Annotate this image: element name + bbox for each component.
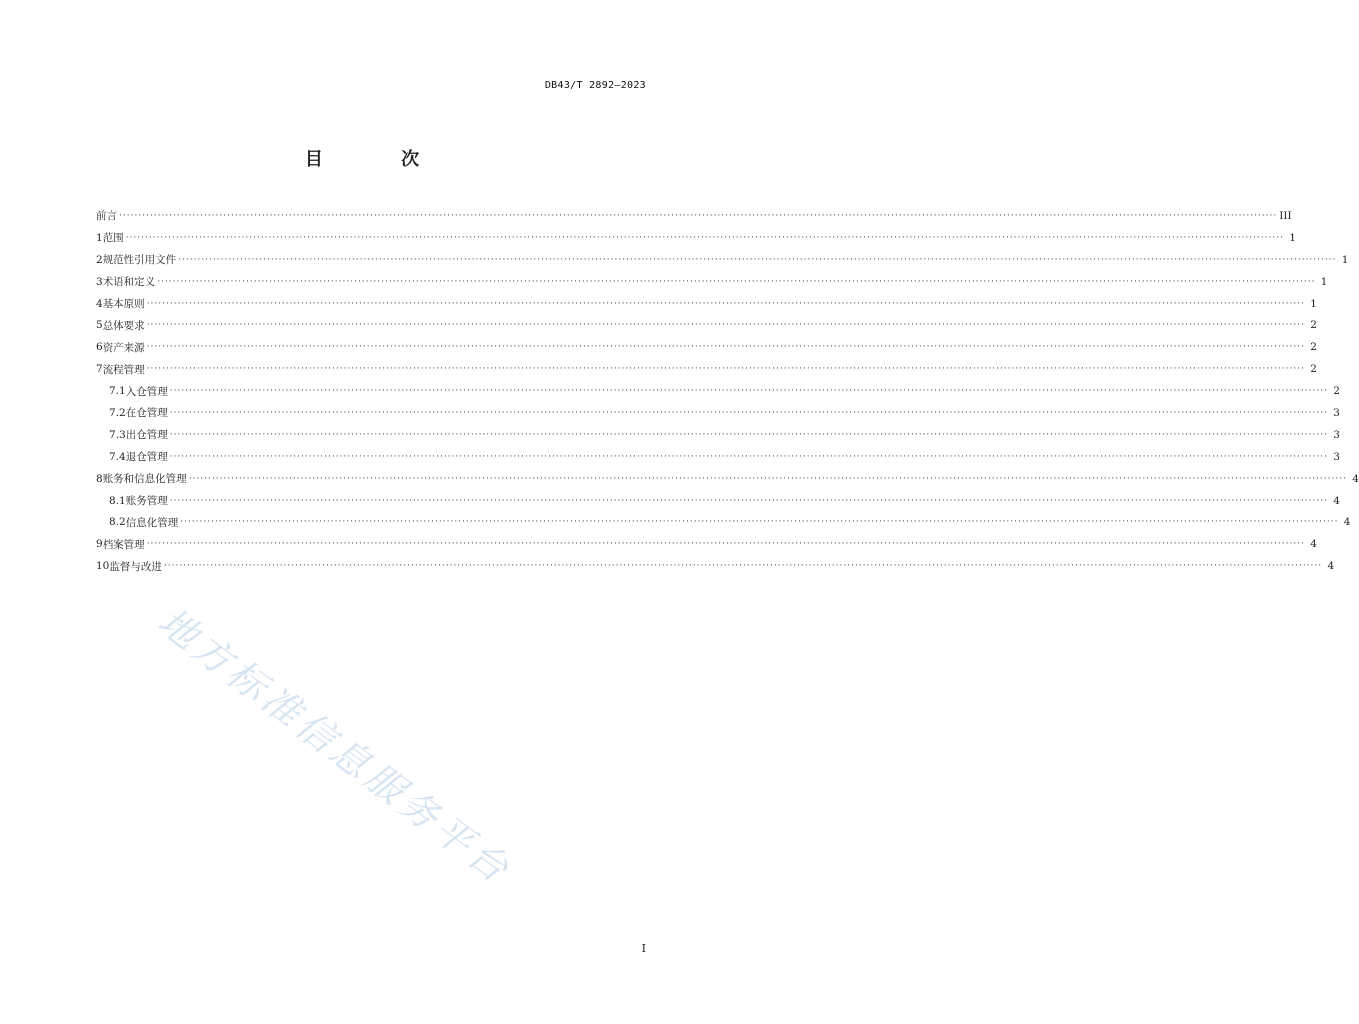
toc-entry[interactable] <box>96 271 1328 293</box>
toc-entry-label: 账务和信息化管理 <box>102 473 187 486</box>
toc-entry[interactable] <box>96 249 1349 271</box>
toc-entry[interactable] <box>96 336 1317 358</box>
toc-dot-leader: ············································································································································································································································································································ <box>180 517 1339 528</box>
toc-entry-number: 8.2 <box>109 516 126 529</box>
toc-entry[interactable] <box>96 468 1359 490</box>
toc-entry-page: 3 <box>1333 428 1340 441</box>
toc-entry-number: 6 <box>96 341 103 354</box>
toc-entry-label: 流程管理 <box>102 363 145 376</box>
toc-entry-label: 总体要求 <box>102 319 145 332</box>
toc-entry[interactable] <box>96 555 1335 577</box>
toc-entry-number: 7.2 <box>109 406 126 419</box>
toc-entry-label: 在仓管理 <box>125 407 168 420</box>
toc-entry[interactable] <box>96 358 1317 380</box>
toc-entry-label: 基本原则 <box>102 298 145 310</box>
toc-entry-page: 2 <box>1333 385 1340 398</box>
toc-dot-leader: ············································································································································································································································································································ <box>119 210 1278 221</box>
toc-dot-leader: ············································································································································································································································································································ <box>146 298 1305 309</box>
toc-dot-leader: ············································································································································································································································································································ <box>188 473 1347 484</box>
toc-entry[interactable] <box>96 380 1340 402</box>
toc-entry-page: 3 <box>1333 450 1340 463</box>
toc-entry-label: 范围 <box>102 232 124 245</box>
toc-entry-label: 档案管理 <box>102 538 145 551</box>
toc-dot-leader: ············································································································································································································································································································ <box>169 407 1328 418</box>
toc-entry-page: 4 <box>1310 538 1317 551</box>
toc-dot-leader: ············································································································································································································································································································ <box>169 451 1328 462</box>
toc-entry-page: 3 <box>1333 406 1340 419</box>
toc-entry-page: 2 <box>1310 319 1317 332</box>
toc-entry-label: 出仓管理 <box>125 429 168 442</box>
toc-entry-label: 术语和定义 <box>102 276 156 289</box>
toc-entry-page: 1 <box>1310 297 1317 310</box>
toc-entry-page: 1 <box>1341 253 1349 266</box>
toc-entry[interactable] <box>96 293 1317 315</box>
toc-entry-page: 4 <box>1327 560 1335 573</box>
toc-entry[interactable] <box>96 314 1317 336</box>
toc-dot-leader: ············································································································································································································································································································ <box>146 342 1305 353</box>
watermark-text: 地方标准信息服务平台 <box>150 599 521 894</box>
toc-entry-page: III <box>1279 209 1292 222</box>
toc-entry-number: 9 <box>96 538 103 551</box>
toc-entry-label: 退仓管理 <box>125 451 168 464</box>
toc-entry-label: 监督与改进 <box>109 560 162 573</box>
toc-entry-number: 8 <box>96 472 103 485</box>
toc-entry-label: 规范性引用文件 <box>102 254 177 267</box>
toc-entry-number: 7 <box>96 363 103 376</box>
toc-entry-number: 7.4 <box>109 450 126 463</box>
toc-entry-number: 7.3 <box>109 428 126 441</box>
toc-entry-number: 4 <box>96 297 103 310</box>
toc-entry-page: 2 <box>1310 363 1317 376</box>
toc-dot-leader: ············································································································································································································································································································ <box>146 539 1305 550</box>
toc-dot-leader: ············································································································································································································································································································ <box>146 320 1305 331</box>
toc-entry-number: 5 <box>96 319 103 332</box>
toc-entry-label: 账务管理 <box>125 495 168 508</box>
toc-entry[interactable] <box>96 511 1351 533</box>
toc-entry-number: 10 <box>96 560 110 573</box>
toc-dot-leader: ············································································································································································································································································································ <box>178 254 1337 265</box>
document-code: DB43/T 2892—2023 <box>544 80 646 91</box>
toc-entry[interactable] <box>96 446 1340 468</box>
toc-entry-number: 2 <box>96 253 103 266</box>
toc-entry[interactable] <box>96 490 1340 512</box>
toc-dot-leader: ············································································································································································································································································································ <box>146 364 1305 375</box>
toc-entry-label: 信息化管理 <box>125 516 179 529</box>
toc-entry-page: 4 <box>1333 494 1340 507</box>
toc-dot-leader: ············································································································································································································································································································ <box>169 386 1328 397</box>
toc-entry-number: 1 <box>96 231 103 244</box>
toc-entry-label: 前言 <box>96 210 117 223</box>
page-title: 目 次 <box>304 149 456 170</box>
toc-entry[interactable] <box>96 424 1340 446</box>
toc-entry-label: 入仓管理 <box>125 385 168 398</box>
toc-dot-leader: ············································································································································································································································································································ <box>163 561 1323 572</box>
toc-entry-page: 1 <box>1320 275 1328 288</box>
table-of-contents <box>96 205 1359 577</box>
toc-dot-leader: ············································································································································································································································································································ <box>125 232 1284 243</box>
toc-entry[interactable] <box>96 402 1340 424</box>
page-number: I <box>641 942 646 955</box>
toc-entry-page: 2 <box>1310 341 1317 354</box>
toc-entry-page: 1 <box>1289 231 1296 244</box>
toc-entry-page: 4 <box>1352 472 1359 485</box>
toc-entry-number: 7.1 <box>109 385 126 398</box>
toc-entry-number: 8.1 <box>109 494 126 507</box>
toc-dot-leader: ············································································································································································································································································································ <box>169 495 1328 506</box>
toc-entry-number: 3 <box>96 275 103 288</box>
toc-entry[interactable] <box>96 227 1296 249</box>
toc-dot-leader: ············································································································································································································································································································ <box>169 429 1328 440</box>
toc-dot-leader: ············································································································································································································································································································ <box>157 276 1316 287</box>
toc-entry[interactable] <box>96 533 1317 555</box>
toc-entry-page: 4 <box>1343 516 1351 529</box>
toc-entry-label: 资产来源 <box>102 341 145 354</box>
toc-entry[interactable] <box>96 205 1292 227</box>
